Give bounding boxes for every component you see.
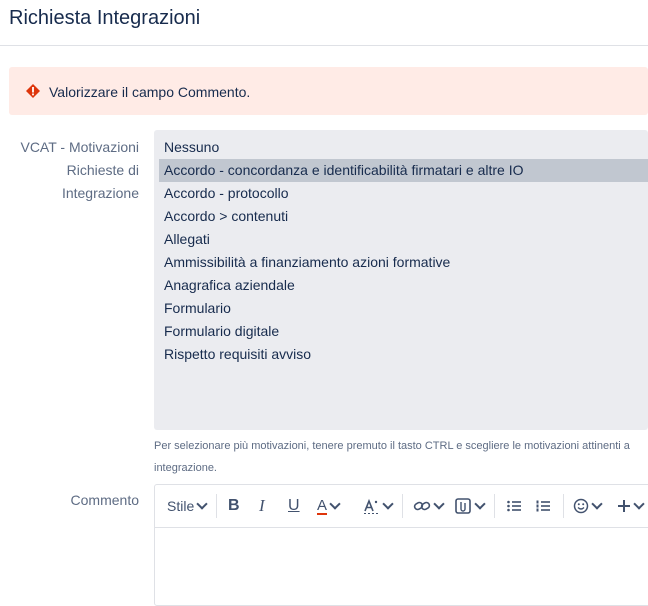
chevron-down-icon [433, 498, 444, 509]
motivazioni-label-line: VCAT - Motivazioni [20, 139, 139, 155]
motivazioni-option[interactable]: Anagrafica aziendale [164, 277, 295, 293]
attachment-icon [454, 497, 472, 515]
chevron-down-icon [382, 498, 393, 509]
italic-icon: I [259, 496, 265, 515]
motivazioni-label-line: Richieste di [66, 162, 139, 178]
chevron-down-icon [633, 498, 644, 509]
motivazioni-option[interactable]: Accordo > contenuti [164, 208, 289, 224]
more-formatting-button[interactable] [362, 495, 392, 517]
text-color-icon: A [317, 496, 328, 514]
emoji-icon [573, 498, 589, 514]
underline-icon: U [288, 497, 300, 514]
editor-toolbar [155, 485, 648, 528]
motivazioni-option[interactable]: Formulario [164, 300, 231, 316]
motivazioni-listbox[interactable] [154, 130, 648, 430]
toolbar-divider [494, 494, 495, 518]
page-title: Richiesta Integrazioni [9, 7, 201, 29]
style-label: Stile [167, 498, 195, 514]
help-line: Per selezionare più motivazioni, tenere premuto il tasto CTRL e scegliere le motivazioni attinenti a [154, 440, 630, 452]
motivazioni-help-text [154, 435, 648, 479]
motivazioni-label-line: Integrazione [61, 185, 139, 201]
motivazioni-option[interactable]: Ammissibilità a finanziamento azioni formative [164, 254, 451, 270]
numbered-list-icon [535, 498, 551, 514]
toolbar-divider [402, 494, 403, 518]
chevron-down-icon [474, 498, 485, 509]
help-line: integrazione. [154, 462, 217, 474]
motivazioni-option[interactable]: Formulario digitale [164, 323, 280, 339]
bullet-list-button[interactable] [506, 495, 522, 517]
chevron-down-icon [591, 498, 602, 509]
motivazioni-option[interactable]: Nessuno [164, 139, 220, 155]
error-message: Valorizzare il campo Commento. [49, 84, 251, 100]
motivazioni-option[interactable]: Accordo - protocollo [164, 185, 289, 201]
insert-link-button[interactable] [413, 495, 443, 517]
attachment-button[interactable] [454, 495, 484, 517]
error-icon [25, 83, 41, 99]
motivazioni-label [0, 136, 139, 205]
error-banner [9, 67, 648, 115]
style-dropdown[interactable] [167, 495, 206, 517]
chevron-down-icon [197, 498, 208, 509]
motivazioni-option[interactable]: Rispetto requisiti avviso [164, 346, 312, 362]
toolbar-divider [563, 494, 564, 518]
italic-button[interactable] [259, 495, 265, 517]
chevron-down-icon [329, 498, 340, 509]
numbered-list-button[interactable] [535, 495, 551, 517]
underline-button[interactable] [288, 495, 300, 517]
plus-icon [617, 499, 631, 513]
bold-button[interactable] [228, 495, 240, 517]
motivazioni-option-selected[interactable]: Accordo - concordanza e identificabilità firmatari e altre IO [159, 159, 648, 182]
bold-icon: B [228, 497, 240, 514]
text-color-button[interactable] [317, 495, 339, 517]
page-header [0, 0, 648, 46]
motivazioni-option[interactable]: Allegati [164, 231, 210, 247]
more-formatting-icon [362, 497, 380, 515]
bullet-list-icon [506, 498, 522, 514]
link-icon [413, 497, 431, 515]
commento-label: Commento [70, 492, 139, 508]
emoji-button[interactable] [573, 495, 601, 517]
insert-more-button[interactable] [617, 495, 643, 517]
commento-editor[interactable] [154, 484, 648, 606]
toolbar-divider [216, 494, 217, 518]
